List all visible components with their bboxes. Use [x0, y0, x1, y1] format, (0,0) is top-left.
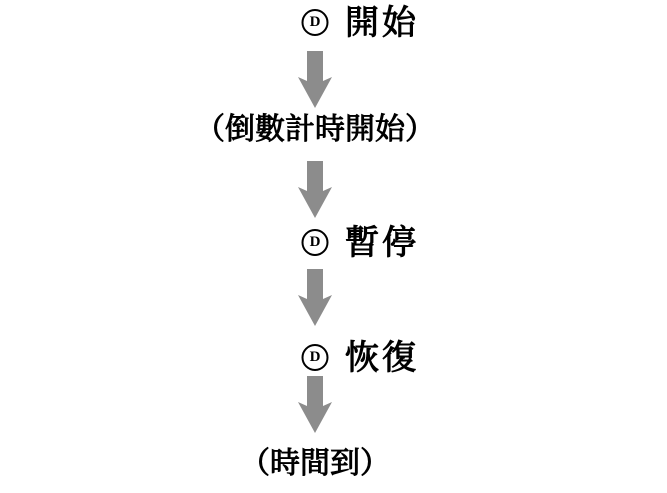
- flow-note-time-up: [0, 446, 667, 482]
- step-label-pause: 暫停: [345, 224, 419, 262]
- circled-d-icon: [302, 344, 329, 371]
- step-label-start: 開始: [345, 4, 419, 42]
- down-arrow-icon: [298, 269, 332, 326]
- down-arrow-icon: [298, 161, 332, 218]
- circled-d-icon: [302, 229, 329, 256]
- circled-d-letter: D: [309, 234, 321, 250]
- down-arrow-shape: [298, 269, 332, 326]
- flow-step-start: [0, 4, 667, 42]
- circled-d-letter: D: [309, 14, 321, 30]
- flow-note-countdown-start: [0, 112, 667, 148]
- circled-d-icon: [302, 9, 329, 36]
- step-label-resume: 恢復: [345, 339, 419, 377]
- flow-step-pause: [0, 224, 667, 262]
- note-label-countdown-start: （倒數計時開始）: [195, 113, 435, 146]
- down-arrow-shape: [298, 161, 332, 218]
- down-arrow-shape: [298, 51, 332, 108]
- down-arrow-icon: [298, 376, 332, 433]
- circled-d-letter: D: [309, 349, 321, 365]
- note-label-time-up: （時間到）: [240, 447, 390, 480]
- flow-step-resume: [0, 339, 667, 377]
- down-arrow-icon: [298, 51, 332, 108]
- down-arrow-shape: [298, 376, 332, 433]
